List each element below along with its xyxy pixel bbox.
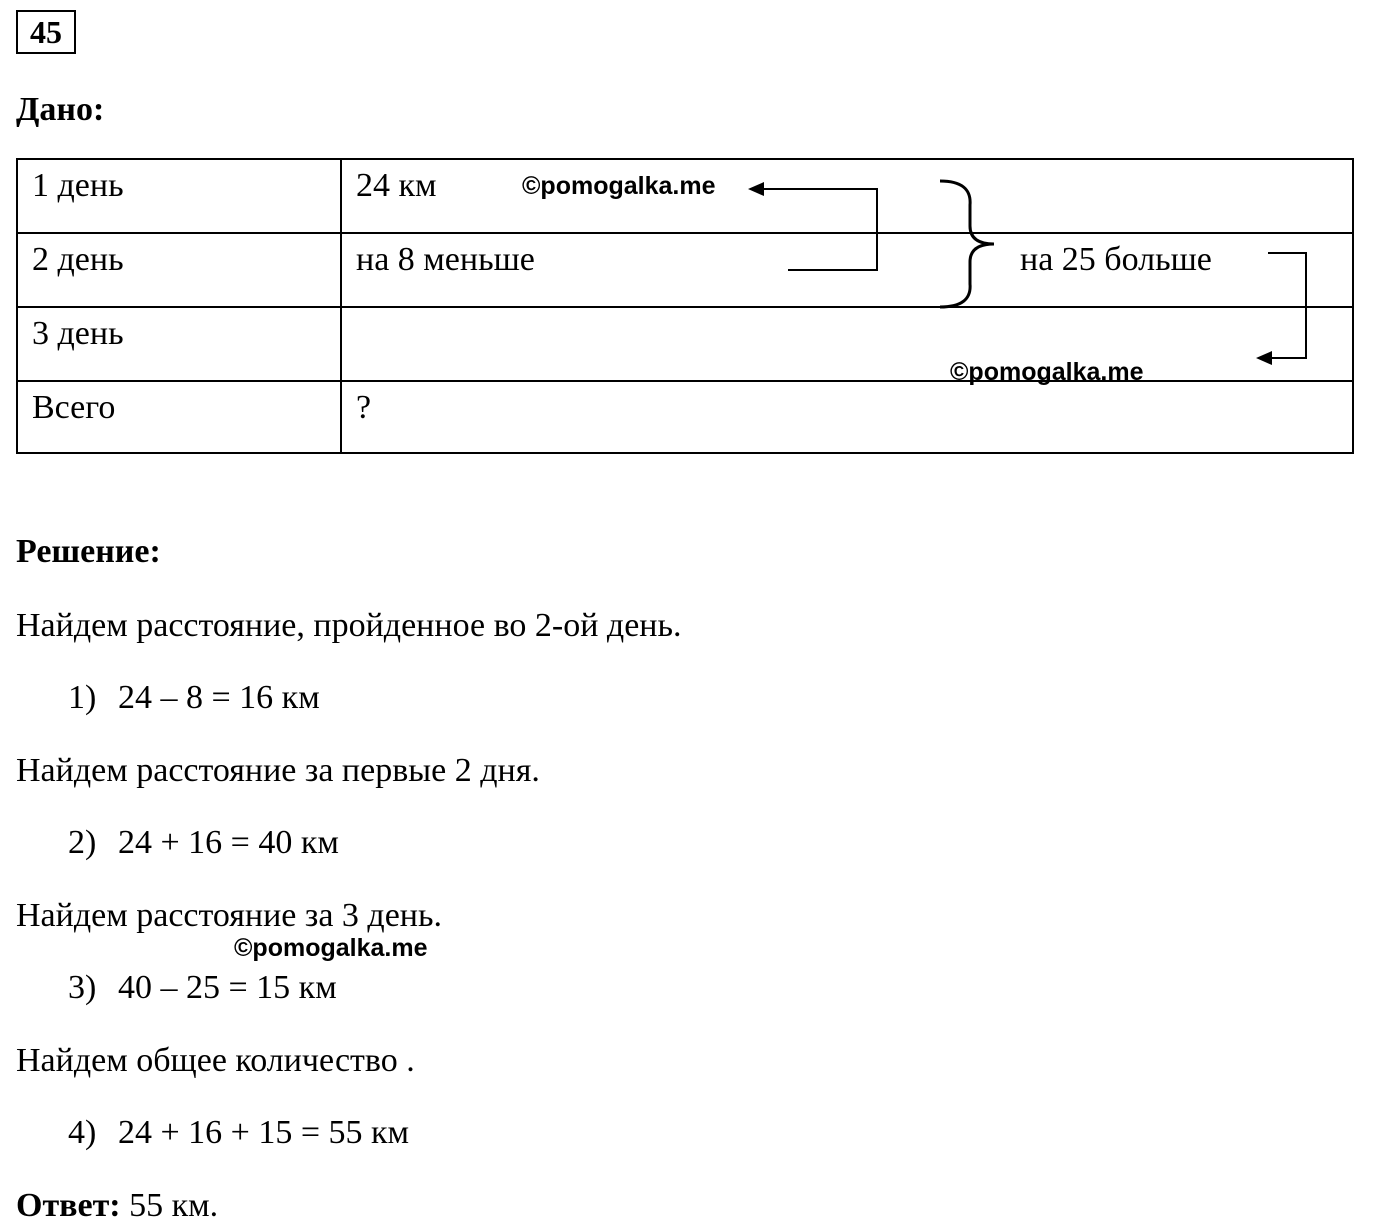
step-intro-4: Найдем общее количество . <box>16 1042 415 1079</box>
row-value-day-2: на 8 меньше <box>356 241 535 278</box>
step-index-1: 1) <box>68 679 97 716</box>
row-value-day-1: 24 км <box>356 167 437 204</box>
answer-line <box>16 1186 218 1226</box>
row-label-total: Всего <box>32 389 116 426</box>
step-index-3: 3) <box>68 969 97 1006</box>
step-intro-1: Найдем расстояние, пройденное во 2-ой день. <box>16 607 682 644</box>
problem-number: 45 <box>16 10 76 54</box>
watermark: ©pomogalka.me <box>950 358 1144 386</box>
row-label-day-2: 2 день <box>32 241 124 278</box>
step-expression-4: 24 + 16 + 15 = 55 км <box>118 1114 410 1151</box>
step-expression-1: 24 – 8 = 16 км <box>118 679 320 716</box>
watermark: ©pomogalka.me <box>234 934 428 962</box>
step-intro-3: Найдем расстояние за 3 день. <box>16 897 443 934</box>
step-index-4: 4) <box>68 1114 97 1151</box>
given-heading: Дано: <box>16 91 105 128</box>
row-label-day-1: 1 день <box>32 167 124 204</box>
row-label-day-3: 3 день <box>32 315 124 352</box>
table-row-divider <box>18 380 1352 382</box>
given-table <box>16 158 1354 454</box>
brace-note: на 25 больше <box>1020 241 1212 278</box>
step-expression-2: 24 + 16 = 40 км <box>118 824 339 861</box>
step-intro-2: Найдем расстояние за первые 2 дня. <box>16 752 540 789</box>
table-column-divider <box>340 160 342 452</box>
row-value-total: ? <box>356 389 372 426</box>
table-row-divider <box>18 232 1352 234</box>
answer-value: 55 км. <box>129 1187 219 1224</box>
step-expression-3: 40 – 25 = 15 км <box>118 969 337 1006</box>
solution-heading: Решение: <box>16 533 161 570</box>
watermark: ©pomogalka.me <box>522 172 716 200</box>
answer-label: Ответ: <box>16 1187 121 1224</box>
step-index-2: 2) <box>68 824 97 861</box>
table-row-divider <box>18 306 1352 308</box>
